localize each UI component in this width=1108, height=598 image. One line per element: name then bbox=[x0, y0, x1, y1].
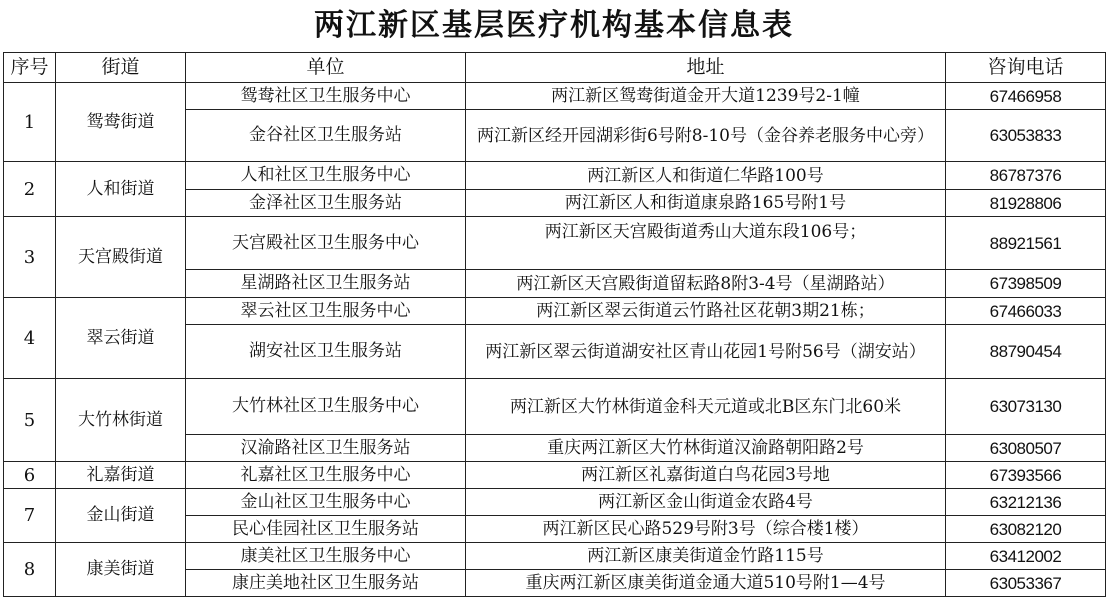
table-row bbox=[4, 217, 1106, 270]
phone-cell: 63082120 bbox=[946, 516, 1106, 543]
seq-cell: 4 bbox=[4, 298, 56, 379]
phone-cell: 67466958 bbox=[946, 83, 1106, 110]
address-cell: 两江新区翠云街道云竹路社区花朝3期21栋； bbox=[466, 298, 946, 325]
street-cell: 翠云街道 bbox=[56, 298, 186, 379]
street-cell: 康美街道 bbox=[56, 543, 186, 597]
seq-cell: 1 bbox=[4, 83, 56, 162]
unit-cell: 大竹林社区卫生服务中心 bbox=[186, 379, 466, 435]
address-cell: 两江新区鸳鸯街道金开大道1239号2-1幢 bbox=[466, 83, 946, 110]
address-cell: 两江新区康美街道金竹路115号 bbox=[466, 543, 946, 570]
phone-cell: 63412002 bbox=[946, 543, 1106, 570]
phone-cell: 81928806 bbox=[946, 190, 1106, 217]
phone-cell: 63073130 bbox=[946, 379, 1106, 435]
phone-cell: 86787376 bbox=[946, 162, 1106, 190]
phone-cell: 63080507 bbox=[946, 435, 1106, 462]
medical-institutions-table bbox=[3, 52, 1106, 597]
address-cell: 重庆两江新区大竹林街道汉渝路朝阳路2号 bbox=[466, 435, 946, 462]
address-cell: 重庆两江新区康美街道金通大道510号附1—4号 bbox=[466, 570, 946, 597]
unit-cell: 湖安社区卫生服务站 bbox=[186, 325, 466, 379]
seq-cell: 3 bbox=[4, 217, 56, 298]
address-cell: 两江新区翠云街道湖安社区青山花园1号附56号（湖安站） bbox=[466, 325, 946, 379]
seq-cell: 7 bbox=[4, 489, 56, 543]
header-unit: 单位 bbox=[186, 53, 466, 83]
address-cell: 两江新区人和街道仁华路100号 bbox=[466, 162, 946, 190]
unit-cell: 天宫殿社区卫生服务中心 bbox=[186, 217, 466, 270]
address-cell: 两江新区金山街道金农路4号 bbox=[466, 489, 946, 516]
phone-cell: 67466033 bbox=[946, 298, 1106, 325]
address-cell: 两江新区民心路529号附3号（综合楼1楼） bbox=[466, 516, 946, 543]
phone-cell: 67393566 bbox=[946, 462, 1106, 489]
address-cell: 两江新区大竹林街道金科天元道或北B区东门北60米 bbox=[466, 379, 946, 435]
header-address: 地址 bbox=[466, 53, 946, 83]
phone-cell: 88790454 bbox=[946, 325, 1106, 379]
table-row bbox=[4, 462, 1106, 489]
seq-cell: 8 bbox=[4, 543, 56, 597]
table-row bbox=[4, 379, 1106, 435]
header-row bbox=[4, 53, 1106, 83]
unit-cell: 金山社区卫生服务中心 bbox=[186, 489, 466, 516]
unit-cell: 金泽社区卫生服务站 bbox=[186, 190, 466, 217]
seq-cell: 2 bbox=[4, 162, 56, 217]
table-row bbox=[4, 298, 1106, 325]
street-cell: 金山街道 bbox=[56, 489, 186, 543]
street-cell: 礼嘉街道 bbox=[56, 462, 186, 489]
street-cell: 大竹林街道 bbox=[56, 379, 186, 462]
page-title: 两江新区基层医疗机构基本信息表 bbox=[314, 8, 794, 43]
unit-cell: 礼嘉社区卫生服务中心 bbox=[186, 462, 466, 489]
address-cell: 两江新区人和街道康泉路165号附1号 bbox=[466, 190, 946, 217]
unit-cell: 民心佳园社区卫生服务站 bbox=[186, 516, 466, 543]
table-row bbox=[4, 489, 1106, 516]
phone-cell: 63212136 bbox=[946, 489, 1106, 516]
table-row bbox=[4, 83, 1106, 110]
street-cell: 天宫殿街道 bbox=[56, 217, 186, 298]
phone-cell: 67398509 bbox=[946, 270, 1106, 298]
header-street: 街道 bbox=[56, 53, 186, 83]
address-cell: 两江新区天宫殿街道秀山大道东段106号； bbox=[466, 217, 946, 270]
street-cell: 人和街道 bbox=[56, 162, 186, 217]
unit-cell: 康美社区卫生服务中心 bbox=[186, 543, 466, 570]
address-cell: 两江新区经开园湖彩街6号附8-10号（金谷养老服务中心旁） bbox=[466, 110, 946, 162]
unit-cell: 人和社区卫生服务中心 bbox=[186, 162, 466, 190]
unit-cell: 鸳鸯社区卫生服务中心 bbox=[186, 83, 466, 110]
unit-cell: 金谷社区卫生服务站 bbox=[186, 110, 466, 162]
table-row bbox=[4, 162, 1106, 190]
table-row bbox=[4, 543, 1106, 570]
seq-cell: 6 bbox=[4, 462, 56, 489]
unit-cell: 康庄美地社区卫生服务站 bbox=[186, 570, 466, 597]
phone-cell: 63053367 bbox=[946, 570, 1106, 597]
header-seq: 序号 bbox=[4, 53, 56, 83]
street-cell: 鸳鸯街道 bbox=[56, 83, 186, 162]
unit-cell: 汉渝路社区卫生服务站 bbox=[186, 435, 466, 462]
phone-cell: 63053833 bbox=[946, 110, 1106, 162]
phone-cell: 88921561 bbox=[946, 217, 1106, 270]
address-cell: 两江新区礼嘉街道白鸟花园3号地 bbox=[466, 462, 946, 489]
seq-cell: 5 bbox=[4, 379, 56, 462]
header-phone: 咨询电话 bbox=[946, 53, 1106, 83]
unit-cell: 翠云社区卫生服务中心 bbox=[186, 298, 466, 325]
address-cell: 两江新区天宫殿街道留耘路8附3-4号（星湖路站） bbox=[466, 270, 946, 298]
unit-cell: 星湖路社区卫生服务站 bbox=[186, 270, 466, 298]
